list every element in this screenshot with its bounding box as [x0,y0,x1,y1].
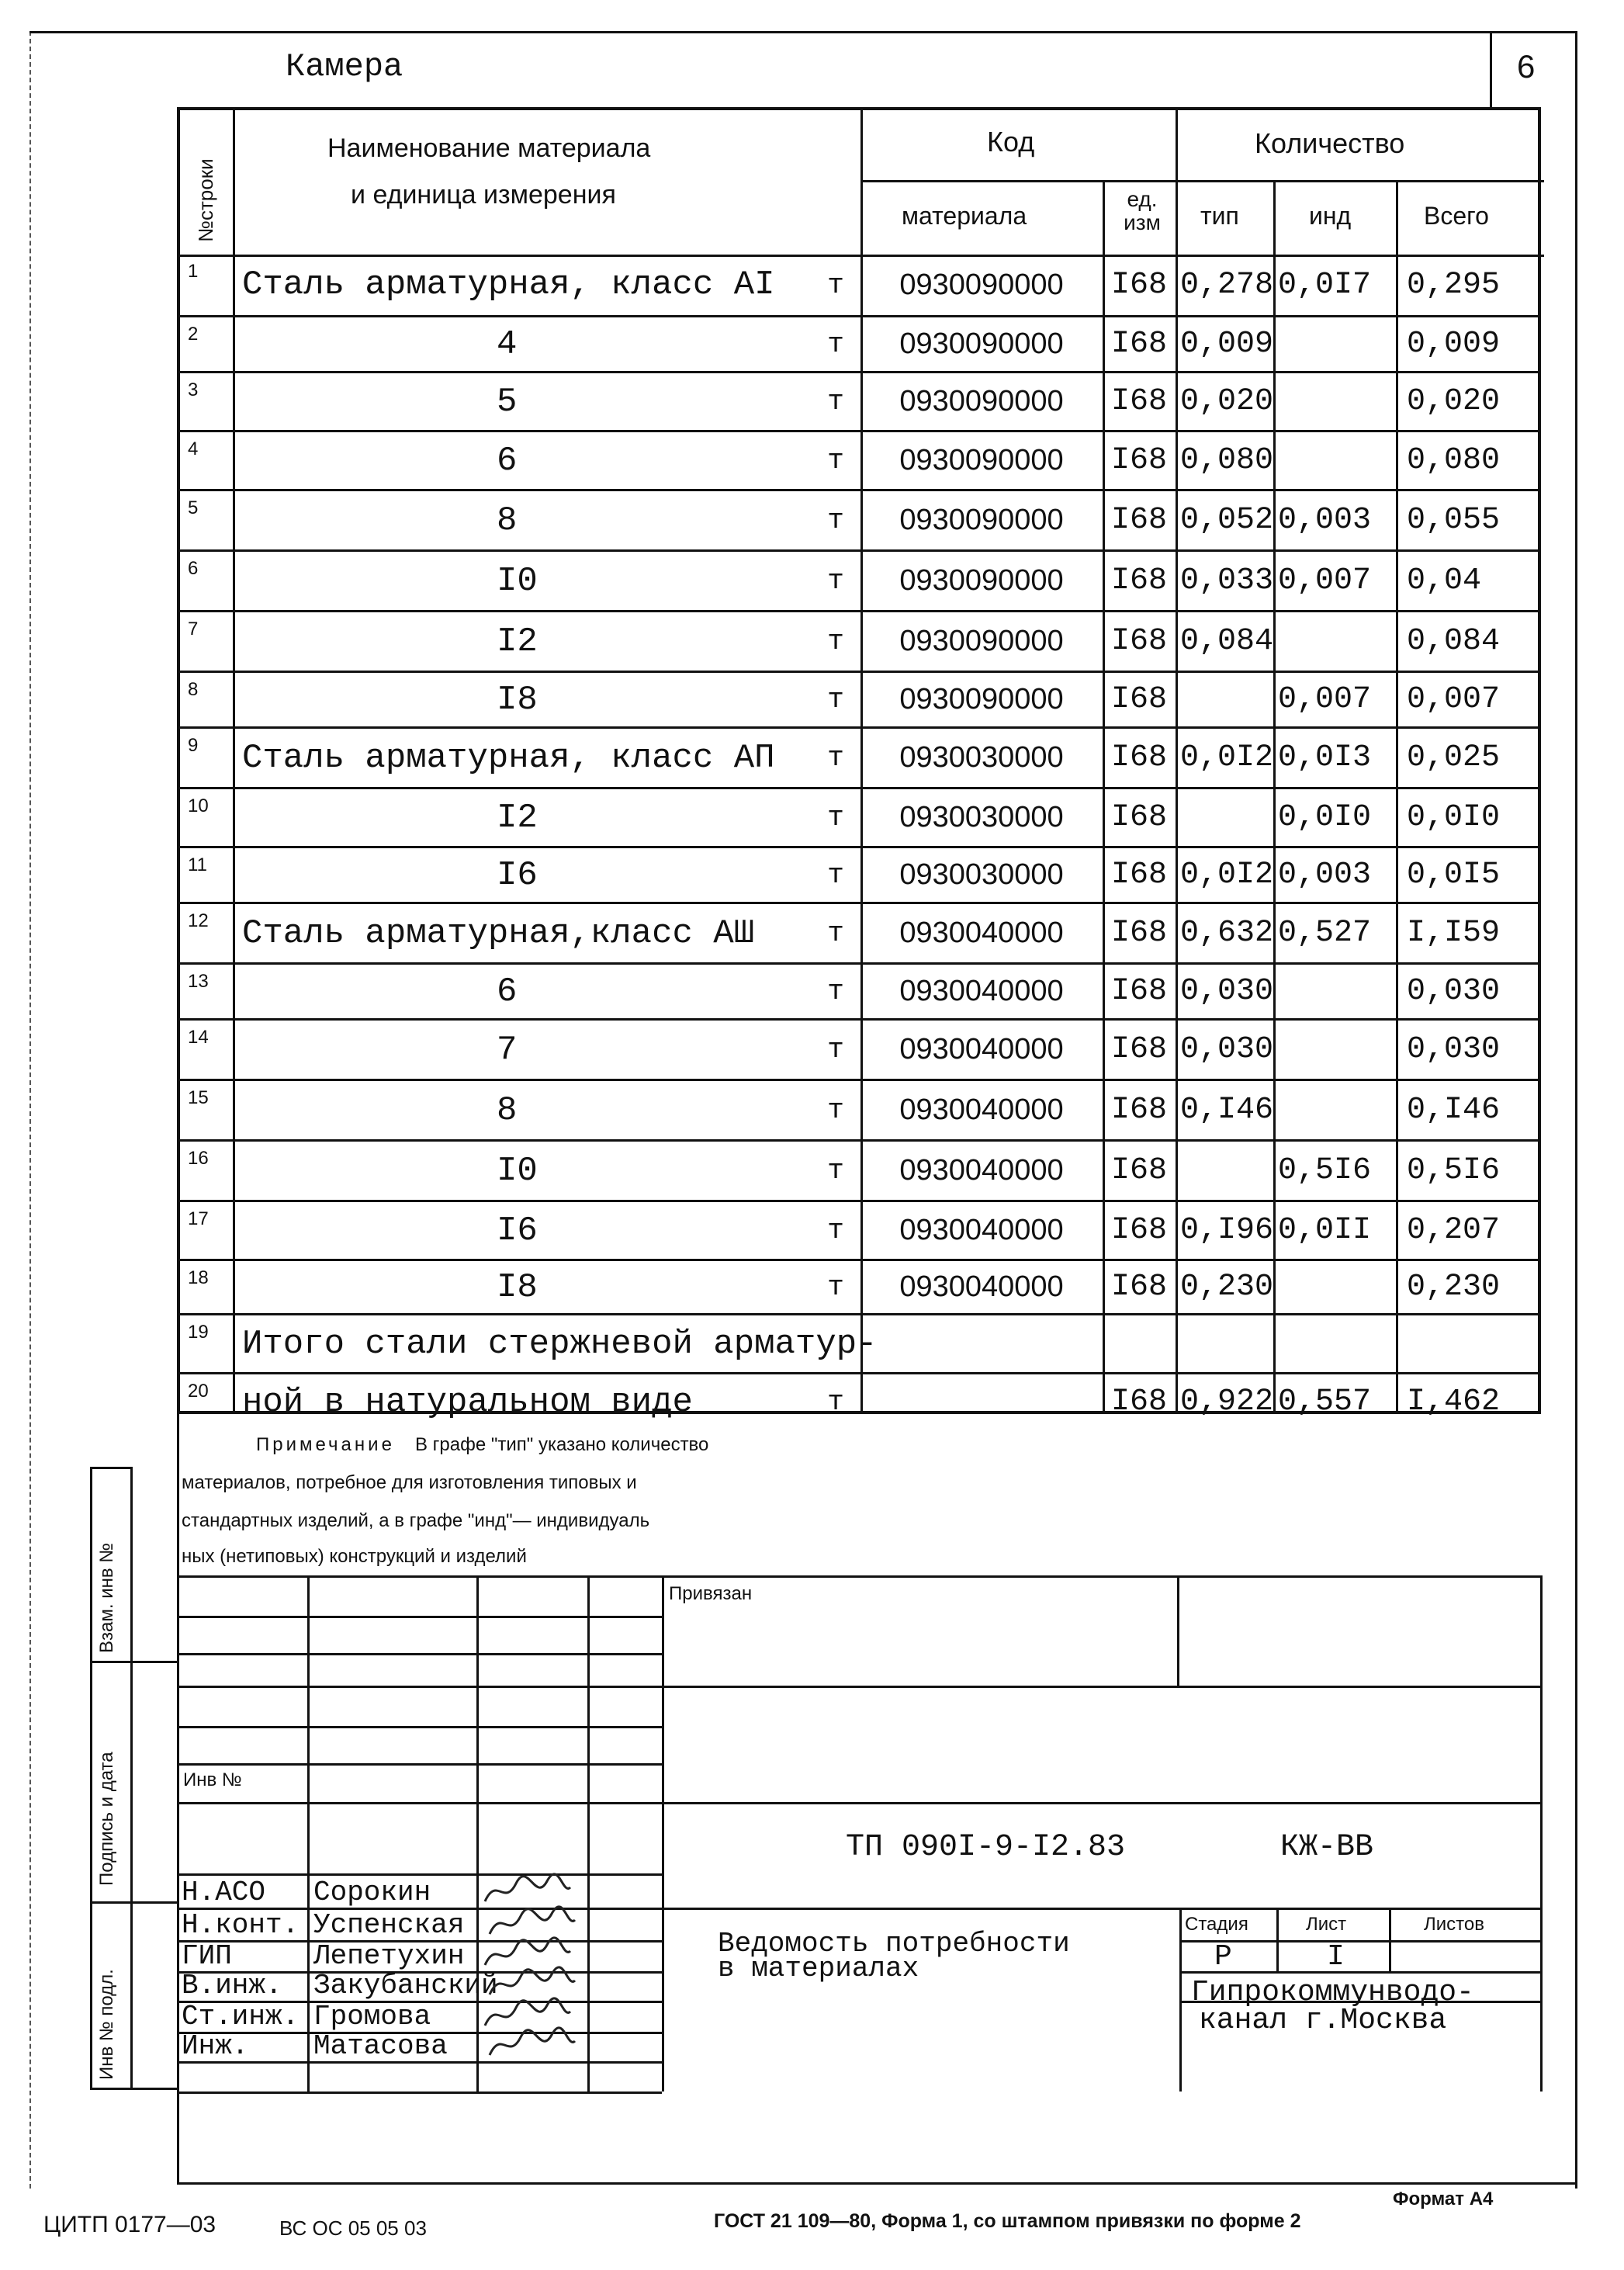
signer-role: В.инж. [182,1970,282,2001]
table-row [180,1018,1538,1079]
qty-ind [1273,612,1396,671]
material-name: I2 [497,622,538,661]
material-name: I6 [497,855,538,895]
row-number: 20 [188,1381,209,1402]
table-row [180,1372,1538,1430]
qty-all: 0,0I5 [1407,858,1501,892]
material-code: 0930090000 [899,625,1064,657]
org-line1: Гипрокоммунводо- [1191,1976,1474,2009]
unit-mark: т [827,742,844,774]
unit-mark: т [827,1094,844,1126]
qty-ind [1273,373,1396,430]
sheet-value: I [1327,1940,1345,1974]
left-cut-line [29,31,31,2189]
qty-ind: 0,007 [1278,563,1372,598]
material-code [860,1374,1103,1430]
qty-all: 0,030 [1407,974,1501,1009]
right-border [1575,31,1577,2189]
table-row [180,902,1538,962]
row-number: 7 [188,619,199,639]
material-code: 0930040000 [899,1033,1064,1066]
page-number-separator [1490,31,1492,107]
qty-all: 0,030 [1407,1032,1501,1067]
note-line1: В графе "тип" указано количество [415,1434,709,1455]
qty-tip: 0,080 [1180,443,1274,478]
signer-role: Н.конт. [182,1909,300,1941]
sheet-label: Лист [1306,1914,1347,1935]
qty-tip: 0,020 [1180,384,1274,419]
qty-all: 0,0I0 [1407,800,1501,835]
material-code: 0930040000 [899,1270,1064,1303]
material-name: ной в натуральном виде [242,1382,693,1422]
format-label: Формат А4 [1393,2189,1494,2209]
qty-all-header: Всего [1424,202,1489,230]
side-vzam-inv: Взам. инв № [96,1542,117,1653]
qty-all: 0,5I6 [1407,1153,1501,1188]
unit-code: I68 [1110,624,1167,659]
unit-mark: т [827,976,844,1007]
unit-mark: т [827,684,844,716]
qty-tip: 0,0I2 [1180,858,1274,892]
unit-code: I68 [1110,1213,1167,1248]
side-inv-podl: Инв № подл. [96,1969,117,2080]
org-line2: канал г.Москва [1199,2004,1447,2037]
side-podpis-data: Подпись и дата [96,1752,117,1886]
code-material-header: материала [902,202,1027,230]
qty-ind [1273,1315,1396,1372]
row-number: 17 [188,1208,209,1229]
unit-code: I68 [1110,858,1167,892]
unit-code: I68 [1110,443,1167,478]
code-header: Код [987,126,1035,158]
table-row [180,787,1538,846]
row-number: 9 [188,735,199,756]
material-code: 0930090000 [899,504,1064,536]
qty-ind: 0,0I7 [1278,267,1372,303]
qty-tip: 0,I46 [1180,1093,1274,1128]
unit-mark: т [827,1155,844,1187]
qty-all: 0,230 [1407,1270,1501,1305]
footer-gost: ГОСТ 21 109—80, Форма 1, со штампом привязки по форме 2 [714,2210,1301,2232]
unit-code: I68 [1110,974,1167,1009]
table-row [180,1139,1538,1200]
material-code: 0930090000 [899,564,1064,597]
unit-code: I68 [1110,740,1167,775]
signer-role: Инж. [182,2030,249,2062]
table-row [180,671,1538,726]
material-name: Итого стали стержневой арматур- [242,1324,878,1364]
qty-all: 0,084 [1407,624,1501,659]
qty-ind: 0,003 [1278,503,1372,538]
material-name: 7 [497,1030,518,1069]
material-code [860,1315,1103,1372]
row-number: 11 [188,854,207,875]
row-number: 14 [188,1027,209,1048]
qty-all: 0,025 [1407,740,1501,775]
qty-ind: 0,0I3 [1278,740,1372,775]
stamp-left-border [177,1414,179,2182]
name-header-line2: и единица измерения [351,180,616,210]
unit-mark: т [827,504,844,536]
table-row [180,1259,1538,1313]
qty-tip: 0,632 [1180,916,1274,951]
qty-ind: 0,007 [1278,682,1372,717]
doc-title-line1: Ведомость потребности [718,1928,1070,1960]
qty-tip: 0,084 [1180,624,1274,659]
row-number: 12 [188,910,209,931]
row-number: 16 [188,1148,209,1169]
qty-tip: 0,009 [1180,327,1274,362]
qty-tip [1176,789,1273,846]
table-row [180,962,1538,1018]
signer-role: Н.АСО [182,1877,266,1908]
table-row [180,549,1538,610]
signer-name: Успенская [313,1909,465,1941]
footer-left-code: ЦИТП 0177—03 [43,2212,216,2237]
qty-all: I,I59 [1407,916,1501,951]
unit-code: I68 [1110,1153,1167,1188]
qty-tip: 0,230 [1180,1270,1274,1305]
material-name: 8 [497,1090,518,1130]
qty-tip-header: тип [1200,202,1239,230]
unit-code: I68 [1110,1270,1167,1305]
handwritten-signature [486,2026,579,2063]
unit-mark: т [827,1271,844,1303]
table-row [180,1313,1538,1372]
material-code: 0930090000 [899,683,1064,716]
material-name: 6 [497,441,518,480]
note-label: Примечание [256,1434,395,1455]
unit-code: I68 [1110,1093,1167,1128]
qty-all: 0,055 [1407,503,1501,538]
qty-all: 0,207 [1407,1213,1501,1248]
unit-code [1103,1315,1176,1372]
unit-mark: т [827,269,844,301]
row-number: 3 [188,379,199,400]
inv-no-label: Инв № [183,1769,242,1790]
unit-mark [816,1315,855,1372]
row-number: 13 [188,971,209,992]
table-row [180,846,1538,902]
material-code: 0930040000 [899,975,1064,1007]
qty-tip [1176,1142,1273,1200]
qty-tip: 0,030 [1180,974,1274,1009]
quantity-header: Количество [1255,127,1405,159]
unit-mark: т [827,1386,844,1418]
qty-all: 0,020 [1407,384,1501,419]
note-line3: стандартных изделий, а в графе "инд"— индивидуаль [182,1510,650,1531]
sheets-label: Листов [1424,1914,1484,1935]
stage-value: Р [1214,1940,1232,1974]
qty-all: I,462 [1407,1385,1501,1419]
table-row [180,489,1538,549]
unit-mark: т [827,445,844,477]
row-number: 15 [188,1087,209,1108]
material-code: 0930040000 [899,1154,1064,1187]
material-code: 0930090000 [899,328,1064,360]
material-code: 0930030000 [899,741,1064,774]
qty-ind-header: инд [1309,202,1352,230]
materials-table [177,107,1541,1422]
qty-all [1396,1315,1544,1372]
row-number: 8 [188,679,199,700]
unit-code: I68 [1110,682,1167,717]
unit-code: I68 [1110,267,1167,303]
qty-all: 0,080 [1407,443,1501,478]
note-line2: материалов, потребное для изготовления типовых и [182,1472,637,1493]
material-name: 4 [497,324,518,364]
qty-ind [1273,965,1396,1018]
qty-all: 0,295 [1407,267,1501,303]
handwritten-signature [481,1872,574,1909]
signer-name: Закубанский [313,1970,498,2001]
side-strip-right [130,1467,133,2088]
footer-mid-code: ВС ОС 05 05 03 [279,2216,427,2240]
row-number: 18 [188,1267,209,1288]
signer-name: Громова [313,2001,431,2033]
qty-all: 0,I46 [1407,1093,1501,1128]
unit-mark: т [827,1034,844,1066]
unit-mark: т [827,802,844,833]
row-number: 19 [188,1322,209,1343]
material-name: Сталь арматурная,класс AШ [242,913,755,953]
qty-ind: 0,5I6 [1278,1153,1372,1188]
qty-tip: 0,I96 [1180,1213,1274,1248]
qty-tip [1176,673,1273,726]
qty-ind: 0,0I0 [1278,800,1372,835]
table-row [180,1079,1538,1139]
unit-code: I68 [1110,1385,1167,1419]
code-unit-header: ед. изм [1124,187,1161,234]
qty-tip: 0,922 [1180,1385,1274,1419]
qty-all: 0,04 [1407,563,1482,598]
signer-name: Сорокин [313,1877,431,1908]
row-number-header: №строки [194,158,217,242]
row-number: 1 [188,261,199,282]
doc-title-line2: в материалах [718,1953,919,1984]
page-number: 6 [1517,48,1536,85]
material-name: I8 [497,680,538,719]
material-name: I0 [497,1151,538,1190]
row-number: 4 [188,438,199,459]
material-code: 0930090000 [899,385,1064,418]
table-row [180,315,1538,371]
qty-ind [1273,1261,1396,1313]
material-name: 6 [497,972,518,1011]
top-border [29,31,1577,33]
section-title: Камера [286,48,403,85]
material-code: 0930030000 [899,801,1064,833]
signer-role: ГИП [182,1940,232,1972]
qty-ind: 0,527 [1278,916,1372,951]
qty-tip: 0,030 [1180,1032,1274,1067]
unit-code: I68 [1110,503,1167,538]
material-code: 0930040000 [899,1093,1064,1126]
unit-mark: т [827,565,844,597]
qty-tip: 0,033 [1180,563,1274,598]
material-name: 8 [497,501,518,540]
table-row [180,255,1538,315]
table-row [180,610,1538,671]
material-name: Сталь арматурная, класс AI [242,265,775,304]
signer-name: Матасова [313,2030,448,2062]
qty-ind: 0,557 [1278,1385,1372,1419]
signer-role: Ст.инж. [182,2001,300,2033]
unit-code: I68 [1110,563,1167,598]
unit-mark: т [827,1215,844,1246]
material-name: I0 [497,561,538,601]
table-row [180,726,1538,787]
privyazan-label: Привязан [669,1583,753,1604]
qty-ind [1273,1081,1396,1139]
unit-mark: т [827,917,844,949]
table-row [180,430,1538,489]
unit-code: I68 [1110,916,1167,951]
material-code: 0930090000 [899,268,1064,301]
doc-mark: КЖ-ВВ [1280,1830,1374,1865]
material-code: 0930030000 [899,858,1064,891]
material-code: 0930090000 [899,444,1064,477]
qty-tip: 0,278 [1180,267,1274,303]
note-line4: ных (нетиповых) конструкций и изделий [182,1546,527,1567]
doc-code: ТП 090I-9-I2.83 [846,1830,1126,1865]
material-code: 0930040000 [899,1214,1064,1246]
table-row [180,1200,1538,1259]
material-name: Сталь арматурная, класс AП [242,738,775,778]
row-number: 10 [188,795,209,816]
signer-name: Лепетухин [313,1940,465,1972]
material-name: I6 [497,1211,538,1250]
unit-code: I68 [1110,800,1167,835]
material-code: 0930040000 [899,917,1064,949]
row-number: 6 [188,558,199,579]
row-number: 2 [188,324,199,345]
unit-code: I68 [1110,384,1167,419]
unit-mark: т [827,328,844,360]
qty-tip: 0,0I2 [1180,740,1274,775]
qty-ind [1273,432,1396,489]
unit-mark: т [827,626,844,657]
qty-all: 0,007 [1407,682,1501,717]
material-name: I2 [497,798,538,837]
side-strip-left [90,1467,92,2088]
row-number: 5 [188,497,199,518]
qty-tip [1176,1315,1273,1372]
material-name: 5 [497,382,518,421]
qty-ind [1273,317,1396,371]
unit-code: I68 [1110,327,1167,362]
qty-ind [1273,1021,1396,1079]
qty-tip: 0,052 [1180,503,1274,538]
unit-mark: т [827,386,844,418]
bottom-border [177,2182,1576,2185]
name-header-line1: Наименование материала [327,133,651,163]
unit-mark: т [827,859,844,891]
stage-label: Стадия [1185,1914,1248,1935]
material-name: I8 [497,1267,538,1307]
qty-ind: 0,003 [1278,858,1372,892]
qty-all: 0,009 [1407,327,1501,362]
unit-code: I68 [1110,1032,1167,1067]
table-row [180,371,1538,430]
qty-ind: 0,0II [1278,1213,1372,1248]
